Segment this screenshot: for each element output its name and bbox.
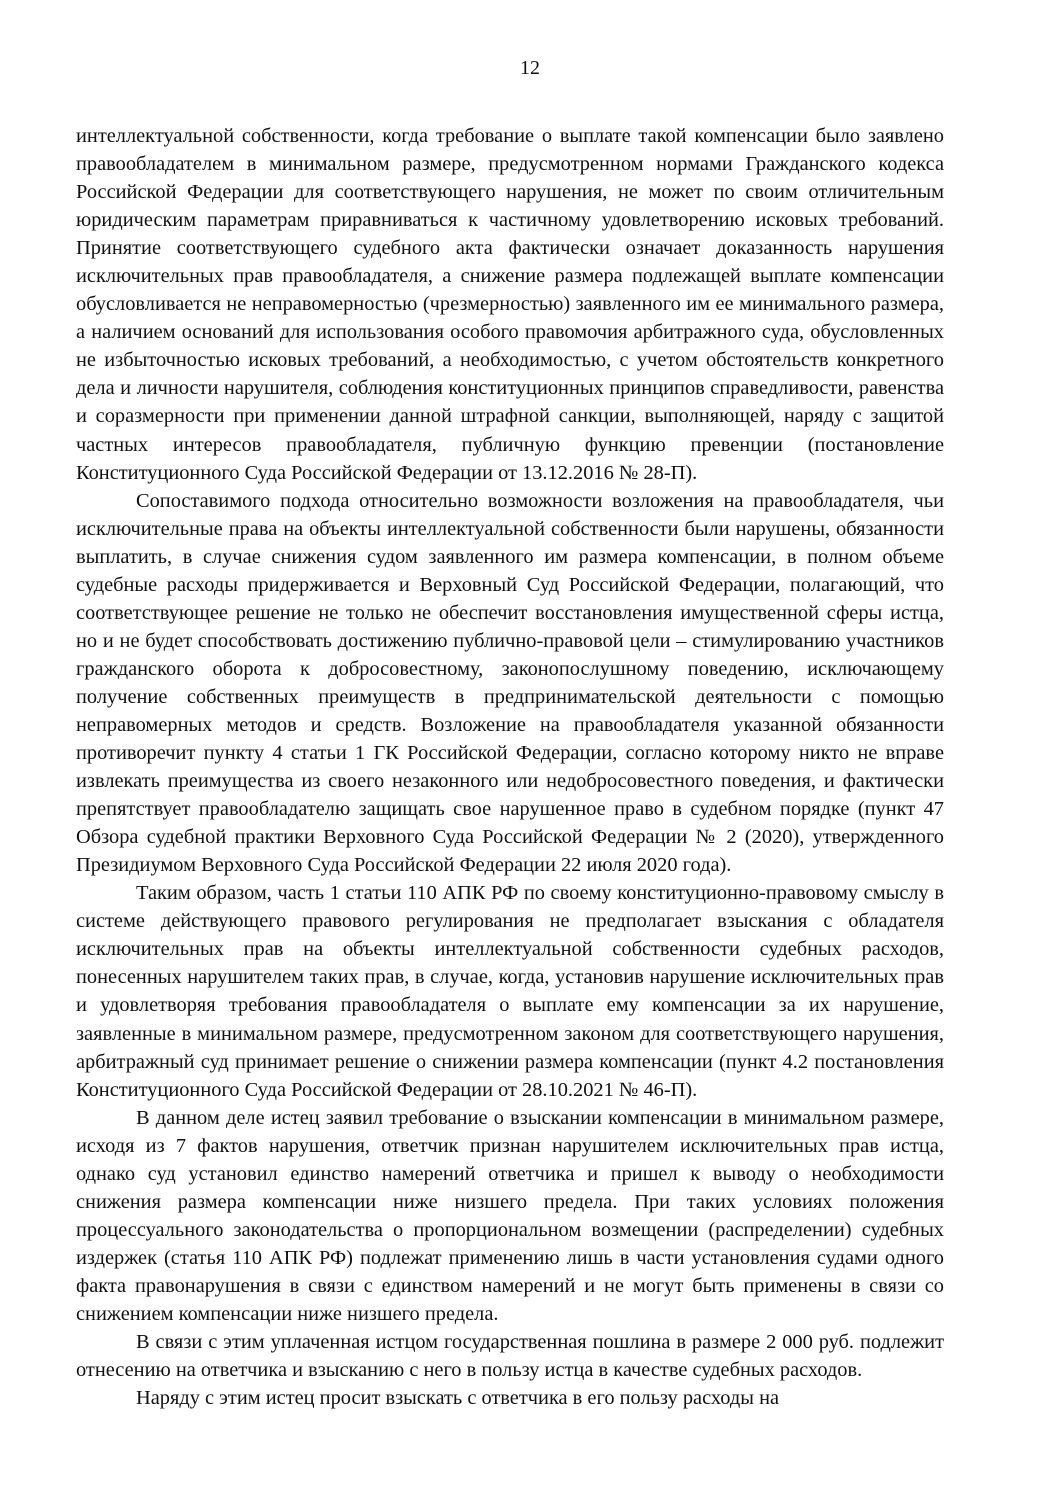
paragraph-1: интеллектуальной собственности, когда требование о выплате такой компенсации было заявлено правообладателем в минимальном размере, предусмотренном нормами Гражданского кодекса Российской Федерации для соответствующего нарушения, не может по своим отличительным юридическим параметрам приравниваться к частичному удовлетворению исковых требований. Принятие соответствующего судебного акта фактически означает доказанность нарушения исключительных прав правообладателя, а снижение размера подлежащей выплате компенсации обусловливается не неправомерностью (чрезмерностью) заявленного им ее минимального размера, а наличием оснований для использования особого правомочия арбитражного суда, обусловленных не избыточностью исковых требований, а необходимостью, с учетом обстоятельств конкретного дела и личности нарушителя, соблюдения конституционных принципов справедливости, равенства и соразмерности при применении данной штрафной санкции, выполняющей, наряду с защитой частных интересов правообладателя, публичную функцию превенции (постановление Конституционного Суда Российской Федерации от 13.12.2016 № 28-П). (76, 125, 944, 484)
document-body (76, 122, 944, 1412)
paragraph-2: Сопоставимого подхода относительно возможности возложения на правообладателя, чьи исключительные права на объекты интеллектуальной собственности были нарушены, обязанности выплатить, в случае снижения судом заявленного им размера компенсации, в полном объеме судебные расходы придерживается и Верховный Суд Российской Федерации, полагающий, что соответствующее решение не только не обеспечит восстановления имущественной сферы истца, но и не будет способствовать достижению публично-правовой цели – стимулированию участников гражданского оборота к добросовестному, законопослушному поведению, исключающему получение собственных преимуществ в предпринимательской деятельности с помощью неправомерных методов и средств. Возложение на правообладателя указанной обязанности противоречит пункту 4 статьи 1 ГК Российской Федерации, согласно которому никто не вправе извлекать преимущества из своего незаконного или недобросовестного поведения, и фактически препятствует правообладателю защищать свое нарушенное право в судебном порядке (пункт 47 Обзора судебной практики Верховного Суда Российской Федерации № 2 (2020), утвержденного Президиумом Верховного Суда Российской Федерации 22 июля 2020 года). (76, 489, 944, 877)
paragraph-5: В связи с этим уплаченная истцом государственная пошлина в размере 2 000 руб. подлежит отнесению на ответчика и взысканию с него в пользу истца в качестве судебных расходов. (76, 1331, 944, 1382)
paragraph-3: Таким образом, часть 1 статьи 110 АПК РФ по своему конституционно-правовому смыслу в системе действующего правового регулирования не предполагает взыскания с обладателя исключительных прав на объекты интеллектуальной собственности судебных расходов, понесенных нарушителем таких прав, в случае, когда, установив нарушение исключительных прав и удовлетворяя требования правообладателя о выплате ему компенсации за их нарушение, заявленные в минимальном размере, предусмотренном законом для соответствующего нарушения, арбитражный суд принимает решение о снижении размера компенсации (пункт 4.2 постановления Конституционного Суда Российской Федерации от 28.10.2021 № 46-П). (76, 882, 944, 1101)
paragraph-4: В данном деле истец заявил требование о взыскании компенсации в минимальном размере, исходя из 7 фактов нарушения, ответчик признан нарушителем исключительных прав истца, однако суд установил единство намерений ответчика и пришел к выводу о необходимости снижения размера компенсации ниже низшего предела. При таких условиях положения процессуального законодательства о пропорциональном возмещении (распределении) судебных издержек (статья 110 АПК РФ) подлежат применению лишь в части установления судами одного факта правонарушения в связи с единством намерений и не могут быть применены в связи со снижением компенсации ниже низшего предела. (76, 1106, 944, 1325)
page-number: 12 (520, 57, 540, 79)
paragraph-6: Наряду с этим истец просит взыскать с ответчика в его пользу расходы на (136, 1387, 780, 1410)
